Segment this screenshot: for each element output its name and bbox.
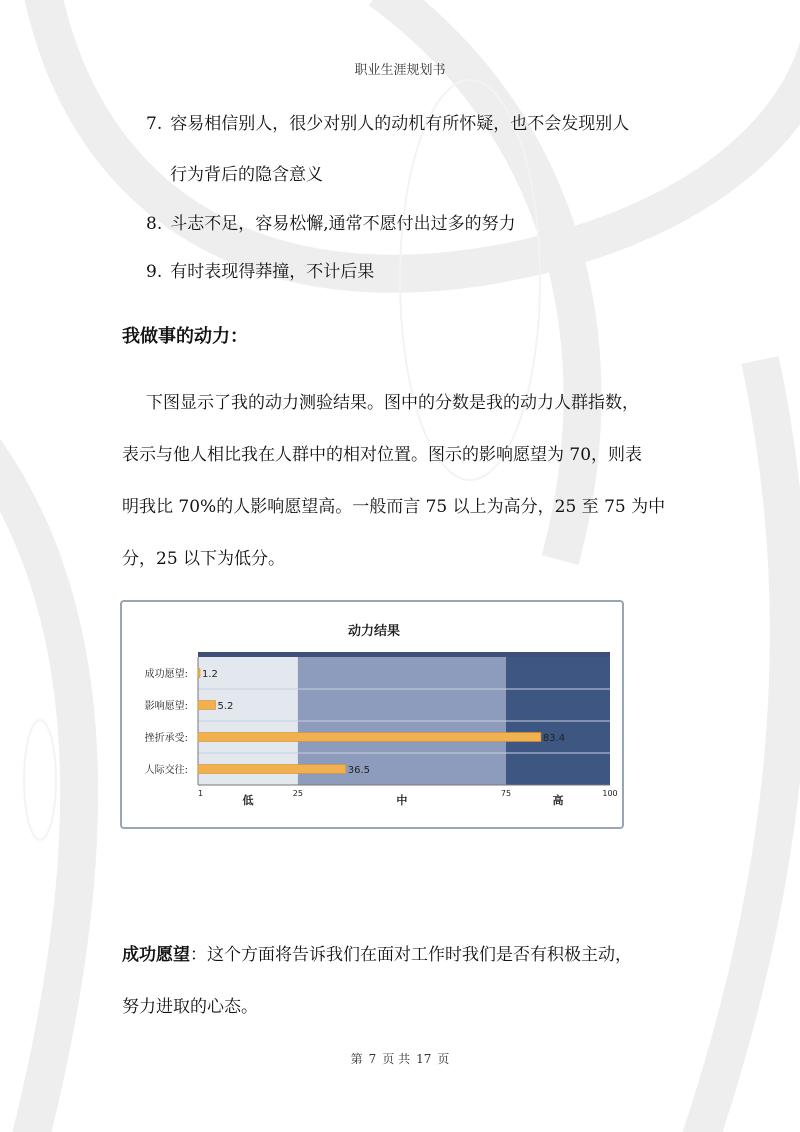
- list-item: [146, 109, 629, 134]
- list-item: [146, 209, 516, 234]
- page-header: 职业生涯规划书: [354, 63, 446, 78]
- category-label: 成功愿望:: [144, 669, 188, 680]
- description-line: 努力进取的心态。: [122, 997, 258, 1017]
- list-item-text: 容易相信别人，很少对别人的动机有所怀疑，也不会发现别人: [170, 114, 630, 134]
- list-item-number: 8.: [146, 214, 163, 234]
- zone-label: 中: [396, 794, 408, 807]
- tick-label: 100: [602, 789, 618, 798]
- motivation-chart: [120, 600, 624, 829]
- list-item-continuation: 行为背后的隐含意义: [170, 165, 323, 185]
- tick-label: 75: [500, 789, 512, 798]
- category-label: 影响愿望:: [144, 701, 188, 712]
- footer-mid: 页 共: [382, 1052, 411, 1066]
- bar: [198, 765, 346, 774]
- list-item-text: 斗志不足，容易松懈,通常不愿付出过多的努力: [170, 214, 516, 234]
- chart-title: 动力结果: [347, 624, 401, 639]
- bar: [198, 669, 200, 678]
- value-label: 83.4: [542, 733, 566, 744]
- list-item-text: 有时表现得莽撞，不计后果: [170, 262, 375, 282]
- paragraph-line: 分，25 以下为低分。: [122, 549, 286, 569]
- zone-label: 高: [552, 794, 564, 807]
- footer-total-pages: 17: [416, 1052, 432, 1066]
- list-item-number: 7.: [146, 114, 163, 134]
- section-heading: 我做事的动力：: [122, 326, 248, 347]
- description-line: [122, 940, 632, 965]
- tick-label: 25: [292, 789, 303, 798]
- tick-label: 1: [198, 789, 204, 798]
- description-term: 成功愿望: [122, 945, 190, 965]
- footer-suffix: 页: [437, 1052, 450, 1066]
- value-label: 5.2: [217, 701, 234, 712]
- list-item-number: 9.: [146, 262, 163, 282]
- chart-canvas: [122, 602, 622, 827]
- category-label: 人际交往:: [144, 765, 188, 776]
- bar: [198, 701, 215, 710]
- description-text: ：这个方面将告诉我们在面对工作时我们是否有积极主动，: [190, 945, 632, 965]
- footer-prefix: 第: [350, 1052, 363, 1066]
- page-footer: [0, 1050, 800, 1067]
- category-label: 挫折承受:: [144, 733, 188, 744]
- footer-page-number: 7: [368, 1052, 377, 1066]
- value-label: 1.2: [202, 669, 218, 680]
- paragraph-line: 下图显示了我的动力测验结果。图中的分数是我的动力人群指数，: [146, 393, 639, 413]
- list-item: [146, 257, 374, 282]
- value-label: 36.5: [347, 765, 371, 776]
- bar: [198, 733, 541, 742]
- paragraph-line: 表示与他人相比我在人群中的相对位置。图示的影响愿望为 70，则表: [122, 445, 643, 465]
- paragraph-line: 明我比 70%的人影响愿望高。一般而言 75 以上为高分，25 至 75 为中: [122, 497, 666, 517]
- zone-label: 低: [242, 794, 254, 807]
- plot-top-strip: [198, 652, 610, 657]
